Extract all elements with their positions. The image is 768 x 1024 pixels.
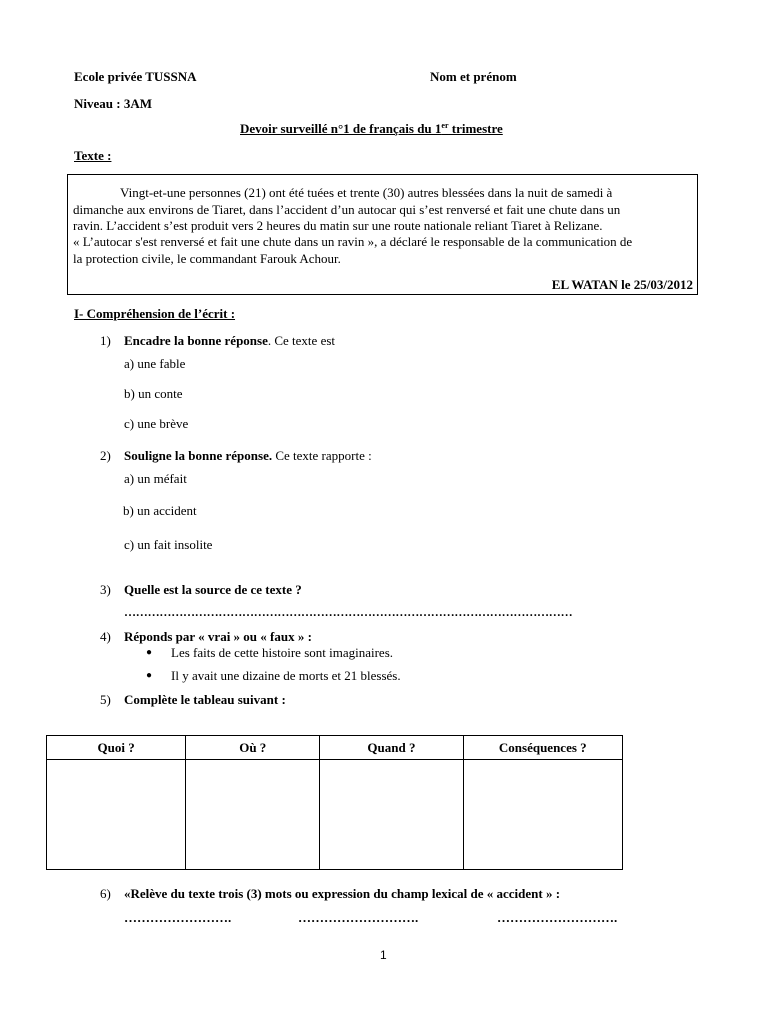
answer-dots: ……………………. <box>124 910 232 925</box>
q2-option-b: b) un accident <box>123 503 197 518</box>
answer-table <box>46 735 623 870</box>
text-line: Vingt-et-une personnes (21) ont été tuées et trente (30) autres blessées dans la nuit de samedi à <box>120 185 613 200</box>
table-cell[interactable] <box>463 760 622 870</box>
text-line: la protection civile, le commandant Farouk Achour. <box>73 251 341 266</box>
column-header: Quoi ? <box>47 736 186 760</box>
question-2: Souligne la bonne réponse. Ce texte rapporte : <box>124 448 372 463</box>
answer-dots: ………………………. <box>497 910 618 925</box>
text-line: « L’autocar s'est renversé et fait une chute dans un ravin », a déclaré le responsable de la communication de <box>73 234 633 249</box>
table-cell[interactable] <box>320 760 463 870</box>
answer-dots: ………………………. <box>298 910 419 925</box>
question-5: Complète le tableau suivant : <box>124 692 286 707</box>
answer-dots: …………………………………………………………………………………………………… <box>124 605 573 619</box>
question-number: 3) <box>100 582 111 597</box>
q1-option-c: c) une brève <box>124 416 189 431</box>
text-source: EL WATAN le 25/03/2012 <box>551 277 693 292</box>
q1-option-b: b) un conte <box>124 386 183 401</box>
question-6: «Relève du texte trois (3) mots ou expression du champ lexical de « accident » : <box>124 886 561 901</box>
q1-option-a: a) une fable <box>124 356 186 371</box>
question-number: 1) <box>100 333 111 348</box>
text-line: dimanche aux environs de Tiaret, dans l’accident d’un autocar qui s’est renversé et fait une chute dans un <box>73 202 621 217</box>
question-3: Quelle est la source de ce texte ? <box>124 582 302 597</box>
table-cell[interactable] <box>186 760 320 870</box>
question-4: Réponds par « vrai » ou « faux » : <box>124 629 312 644</box>
question-number: 6) <box>100 886 111 901</box>
column-header: Où ? <box>186 736 320 760</box>
statement-1: Les faits de cette histoire sont imaginaires. <box>171 645 394 660</box>
table-cell[interactable] <box>47 760 186 870</box>
level-label: Niveau : 3AM <box>74 96 152 111</box>
text-line: ravin. L’accident s’est produit vers 2 heures du matin sur une route nationale reliant Tiaret à Relizane. <box>73 218 603 233</box>
name-label: Nom et prénom <box>430 69 517 84</box>
q2-option-a: a) un méfait <box>124 471 187 486</box>
column-header: Quand ? <box>320 736 463 760</box>
q2-option-c: c) un fait insolite <box>124 537 213 552</box>
bullet-icon: ● <box>146 670 153 681</box>
page-number: 1 <box>380 948 387 962</box>
question-number: 2) <box>100 448 111 463</box>
statement-2: Il y avait une dizaine de morts et 21 blessés. <box>171 668 401 683</box>
column-header: Conséquences ? <box>463 736 622 760</box>
section-heading: I- Compréhension de l’écrit : <box>74 306 236 321</box>
bullet-icon: ● <box>146 647 153 658</box>
exam-title: Devoir surveillé n°1 de français du 1er trimestre <box>240 121 503 136</box>
question-1: Encadre la bonne réponse. Ce texte est <box>124 333 336 348</box>
texte-label: Texte : <box>74 148 112 163</box>
reading-text-box <box>67 174 698 295</box>
question-number: 4) <box>100 629 111 644</box>
school-name: Ecole privée TUSSNA <box>74 69 197 84</box>
question-number: 5) <box>100 692 111 707</box>
